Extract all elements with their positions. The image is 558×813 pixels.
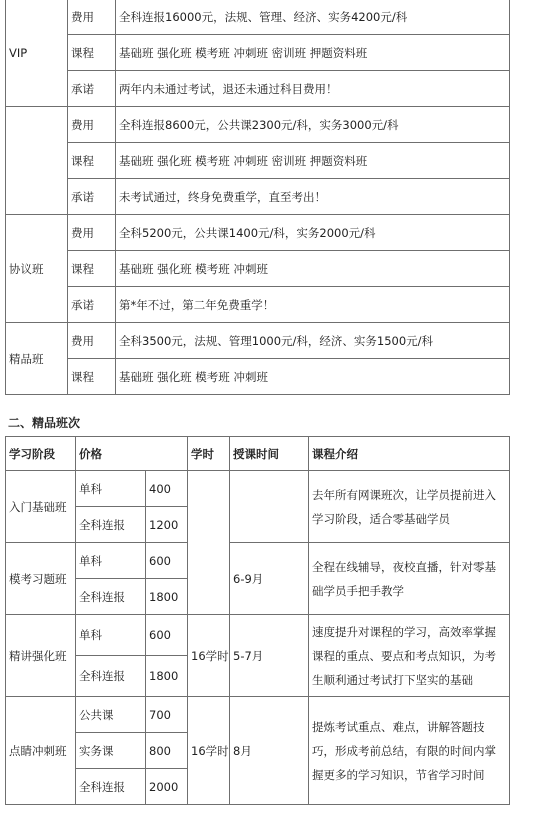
- table-row: [6, 287, 510, 323]
- price-value: 400: [146, 471, 188, 507]
- table-row: [6, 143, 510, 179]
- row-value: 基础班 强化班 模考班 冲刺班 密训班 押题资料班: [116, 35, 510, 71]
- table-row: [6, 71, 510, 107]
- row-value: 两年内未通过考试，退还未通过科目费用！: [116, 71, 510, 107]
- header-time: 授课时间: [230, 437, 309, 471]
- stage-name: 模考习题班: [6, 543, 76, 615]
- price-type: 全科连报: [76, 769, 146, 805]
- stage-intro: 提炼考试重点、难点，讲解答题技巧，形成考前总结，有限的时间内掌握更多的学习知识，节省学习时间: [309, 697, 510, 805]
- row-value: 基础班 强化班 模考班 冲刺班: [116, 359, 510, 395]
- row-value: 全科5200元，公共课1400元/科，实务2000元/科: [116, 215, 510, 251]
- table-row: [6, 179, 510, 215]
- row-label: 承诺: [68, 179, 116, 215]
- row-value: 全科3500元，法规、管理1000元/科，经济、实务1500元/科: [116, 323, 510, 359]
- stage-time: 5-7月: [230, 615, 309, 697]
- price-type: 全科连报: [76, 656, 146, 697]
- row-label: 费用: [68, 0, 116, 35]
- price-type: 单科: [76, 471, 146, 507]
- row-value: 第*年不过，第二年免费重学！: [116, 287, 510, 323]
- price-type: 全科连报: [76, 507, 146, 543]
- stage-intro: 全程在线辅导，夜校直播，针对零基础学员手把手教学: [309, 543, 510, 615]
- price-value: 2000: [146, 769, 188, 805]
- group-name: VIP: [6, 0, 68, 107]
- row-value: 基础班 强化班 模考班 冲刺班 密训班 押题资料班: [116, 143, 510, 179]
- stage-time: 8月: [230, 697, 309, 805]
- premium-class-table: [5, 436, 510, 805]
- table-row: [6, 215, 510, 251]
- row-label: 承诺: [68, 287, 116, 323]
- table-row: [6, 543, 510, 579]
- price-value: 600: [146, 543, 188, 579]
- price-value: 800: [146, 733, 188, 769]
- row-value: 全科连报16000元，法规、管理、经济、实务4200元/科: [116, 0, 510, 35]
- table-row: [6, 471, 510, 507]
- group-name: 协议班: [6, 215, 68, 323]
- class-type-table: [5, 0, 510, 395]
- row-value: 全科连报8600元，公共课2300元/科，实务3000元/科: [116, 107, 510, 143]
- header-stage: 学习阶段: [6, 437, 76, 471]
- row-label: 费用: [68, 107, 116, 143]
- header-price: 价格: [76, 437, 188, 471]
- group-name: [6, 107, 68, 215]
- header-hours: 学时: [188, 437, 230, 471]
- price-type: 公共课: [76, 697, 146, 733]
- table-row: [6, 107, 510, 143]
- price-value: 1800: [146, 579, 188, 615]
- row-value: 未考试通过，终身免费重学，直至考出！: [116, 179, 510, 215]
- table-row: [6, 323, 510, 359]
- group-name: 精品班: [6, 323, 68, 395]
- stage-time: 6-9月: [230, 543, 309, 615]
- row-label: 课程: [68, 359, 116, 395]
- section-title: 二、精品班次: [8, 416, 81, 430]
- table-row: [6, 697, 510, 733]
- table-row: [6, 0, 510, 35]
- table-header-row: [6, 437, 510, 471]
- stage-hours: 16学时: [188, 615, 230, 697]
- row-label: 课程: [68, 251, 116, 287]
- price-value: 600: [146, 615, 188, 656]
- row-label: 费用: [68, 323, 116, 359]
- price-type: 单科: [76, 543, 146, 579]
- row-label: 课程: [68, 35, 116, 71]
- table-row: [6, 35, 510, 71]
- price-type: 实务课: [76, 733, 146, 769]
- price-type: 全科连报: [76, 579, 146, 615]
- header-intro: 课程介绍: [309, 437, 510, 471]
- stage-intro: 速度提升对课程的学习，高效率掌握课程的重点、要点和考点知识，为考生顺利通过考试打下坚实的基础: [309, 615, 510, 697]
- row-label: 承诺: [68, 71, 116, 107]
- table-row: [6, 615, 510, 656]
- table-row: [6, 251, 510, 287]
- stage-intro: 去年所有网课班次，让学员提前进入学习阶段，适合零基础学员: [309, 471, 510, 543]
- stage-hours: 16学时: [188, 697, 230, 805]
- stage-time: [230, 471, 309, 543]
- stage-name: 点睛冲刺班: [6, 697, 76, 805]
- stage-name: 入门基础班: [6, 471, 76, 543]
- table-row: [6, 359, 510, 395]
- price-value: 1200: [146, 507, 188, 543]
- price-type: 单科: [76, 615, 146, 656]
- price-value: 700: [146, 697, 188, 733]
- stage-name: 精讲强化班: [6, 615, 76, 697]
- row-label: 课程: [68, 143, 116, 179]
- price-value: 1800: [146, 656, 188, 697]
- row-label: 费用: [68, 215, 116, 251]
- row-value: 基础班 强化班 模考班 冲刺班: [116, 251, 510, 287]
- stage-hours: [188, 471, 230, 615]
